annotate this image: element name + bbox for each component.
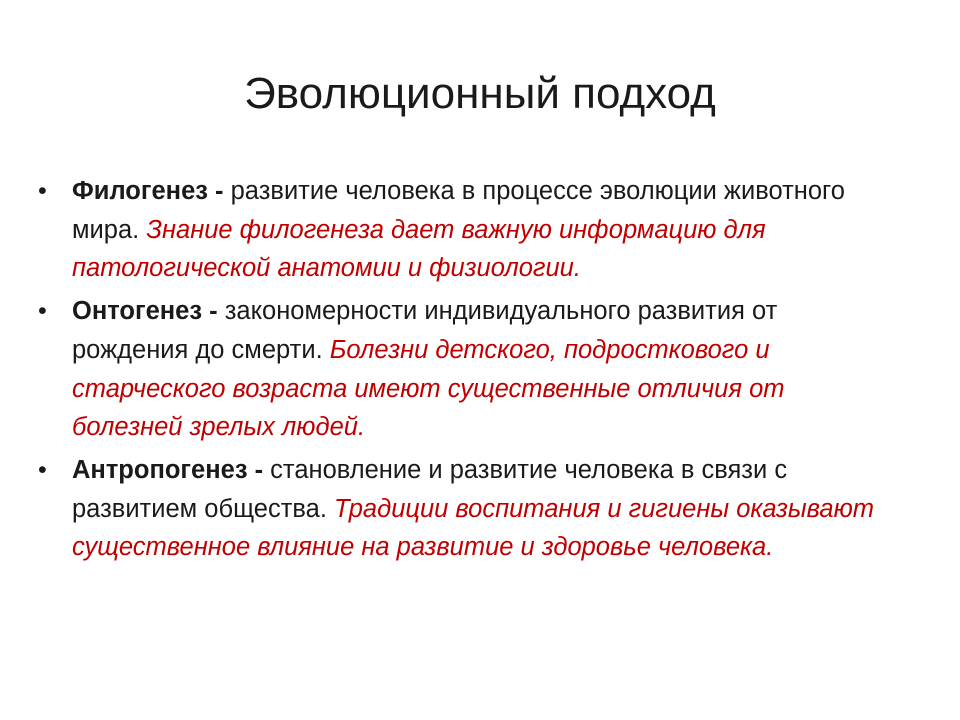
bullet-dot-icon: • xyxy=(38,455,47,484)
bullet-list xyxy=(38,172,878,571)
bullet-item-ontogenesis xyxy=(38,292,878,447)
bullet-item-anthropogenesis xyxy=(38,451,878,567)
slide-title: Эволюционный подход xyxy=(244,69,716,118)
bullet-note: Знание филогенеза дает важную информацию для патологической анатомии и физиологии. xyxy=(72,215,766,283)
bullet-term: Филогенез - xyxy=(72,177,224,205)
bullet-dot-icon: • xyxy=(38,177,47,205)
bullet-note: Болезни детского, подросткового и старческого возраста имеют существенные отличия от болезней зрелых людей. xyxy=(72,335,785,442)
bullet-term: Онтогенез - xyxy=(72,297,218,326)
bullet-definition: развитие человека в процессе эволюции животного мира. xyxy=(72,177,845,244)
bullet-dot-icon: • xyxy=(38,297,47,326)
bullet-definition: закономерности индивидуального развития от рождения до смерти. xyxy=(72,297,778,364)
bullet-item-phylogenesis xyxy=(38,172,878,288)
bullet-definition: становление и развитие человека в связи с развитием общества. xyxy=(72,455,788,523)
bullet-term: Антропогенез - xyxy=(72,455,264,484)
bullet-note: Традиции воспитания и гигиены оказывают существенное влияние на развитие и здоровье человека. xyxy=(72,494,875,562)
